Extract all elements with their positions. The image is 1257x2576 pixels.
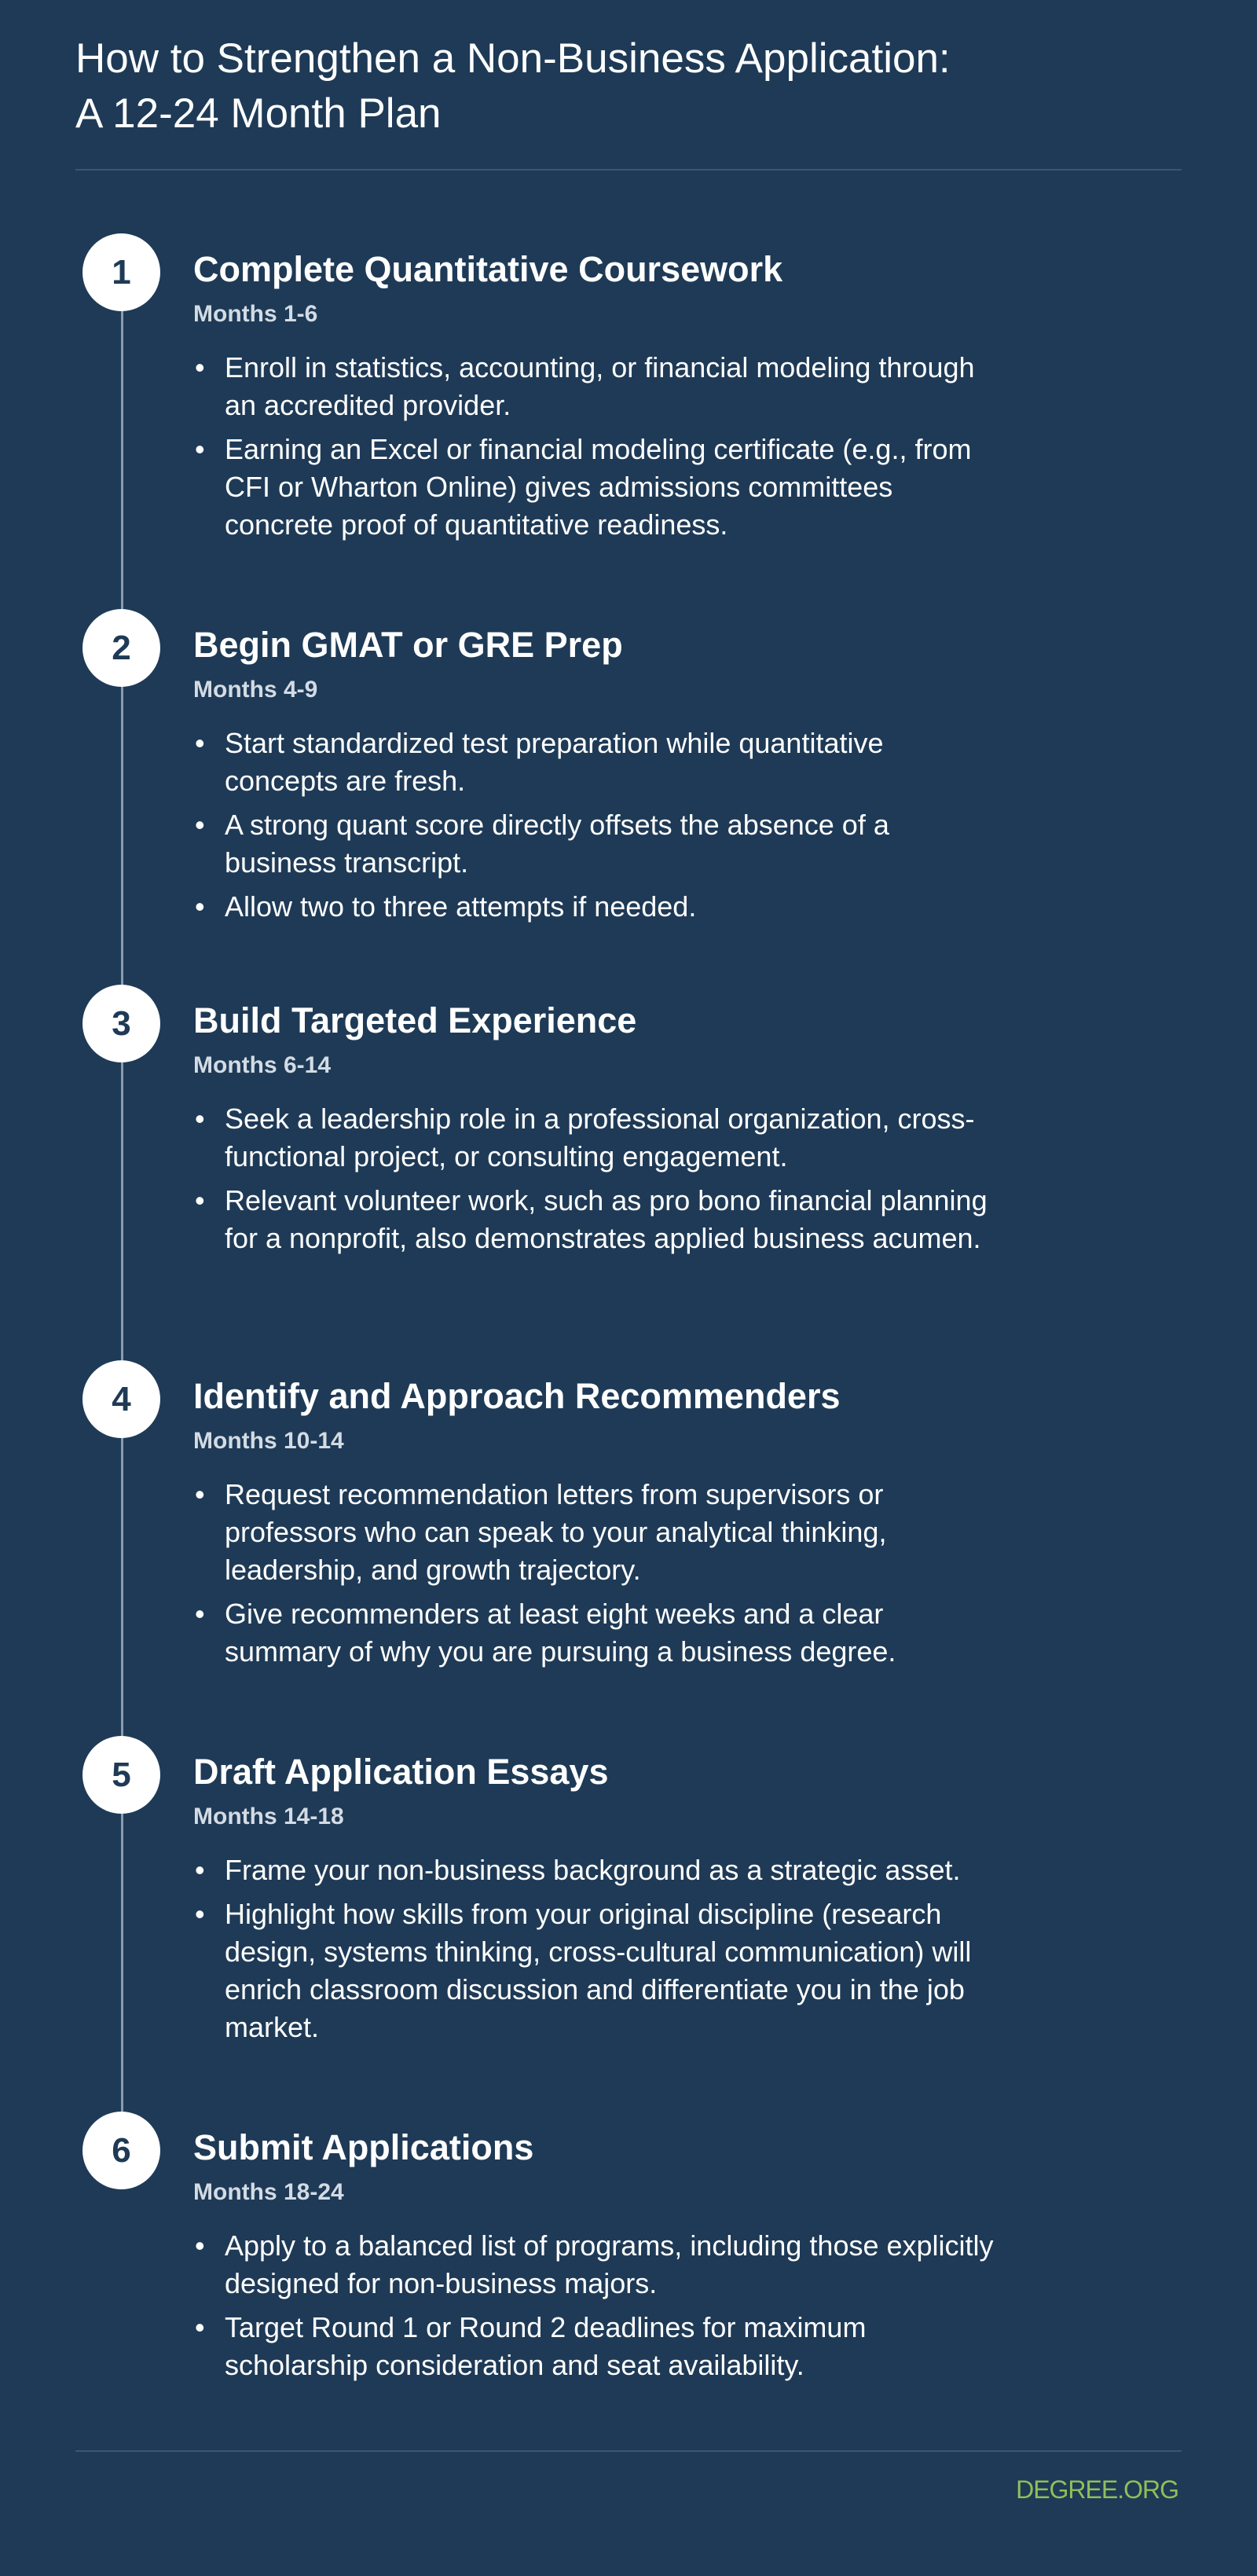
page-title	[75, 31, 1175, 141]
step-months: Months 18-24	[193, 2179, 344, 2205]
step-bullet: • A strong quant score directly offsets the absence of a business transcript.	[193, 806, 1002, 882]
step-title: Build Targeted Experience	[193, 1000, 637, 1040]
step-bullet-list	[193, 725, 1002, 932]
step-bullet-list	[193, 1100, 1002, 1264]
step-bullet: • Give recommenders at least eight weeks and a clear summary of why you are pursuing a business degree.	[193, 1595, 1002, 1671]
step-number-badge: 5	[82, 1736, 160, 1814]
step-bullet-list	[193, 349, 1002, 550]
step-bullet-list	[193, 1851, 1002, 2053]
bottom-divider	[75, 2450, 1182, 2452]
step-bullet: • Apply to a balanced list of programs, including those explicitly designed for non-business majors.	[193, 2227, 1002, 2303]
step-months: Months 4-9	[193, 677, 318, 703]
step-number-badge: 2	[82, 609, 160, 687]
step-title: Draft Application Essays	[193, 1752, 609, 1792]
step-number-badge: 4	[82, 1360, 160, 1438]
step-bullet: • Relevant volunteer work, such as pro bono financial planning for a nonprofit, also demonstrates applied business acumen.	[193, 1182, 1002, 1257]
step-number-badge: 6	[82, 2112, 160, 2189]
page-title-line-1: How to Strengthen a Non-Business Application:	[75, 35, 951, 82]
step-months: Months 1-6	[193, 301, 318, 327]
top-divider	[75, 169, 1182, 171]
step-bullet: • Earning an Excel or financial modeling certificate (e.g., from CFI or Wharton Online) gives admissions committees concrete proof of quantitative readiness.	[193, 431, 1002, 544]
step-bullet-list	[193, 1476, 1002, 1677]
step-bullet: • Target Round 1 or Round 2 deadlines for maximum scholarship consideration and seat availability.	[193, 2309, 1002, 2384]
step-bullet: • Allow two to three attempts if needed.	[193, 888, 1002, 926]
step-months: Months 6-14	[193, 1052, 332, 1078]
step-number-badge: 1	[82, 233, 160, 311]
step-bullet: • Seek a leadership role in a professional organization, cross-functional project, or consulting engagement.	[193, 1100, 1002, 1176]
step-title: Complete Quantitative Coursework	[193, 249, 783, 289]
step-bullet: • Highlight how skills from your original discipline (research design, systems thinking, cross-cultural communication) will enrich classroom discussion and differentiate you in the job market.	[193, 1895, 1002, 2046]
step-title: Submit Applications	[193, 2127, 534, 2167]
step-title: Identify and Approach Recommenders	[193, 1376, 841, 1416]
step-bullet-list	[193, 2227, 1002, 2391]
step-months: Months 14-18	[193, 1804, 344, 1829]
step-bullet: • Enroll in statistics, accounting, or financial modeling through an accredited provider.	[193, 349, 1002, 424]
page-title-line-2: A 12-24 Month Plan	[75, 90, 442, 137]
step-number-badge: 3	[82, 985, 160, 1062]
brand-logo: DEGREE.ORG	[1016, 2475, 1178, 2504]
step-bullet: • Start standardized test preparation while quantitative concepts are fresh.	[193, 725, 1002, 800]
step-bullet: • Frame your non-business background as a strategic asset.	[193, 1851, 1002, 1889]
step-bullet: • Request recommendation letters from supervisors or professors who can speak to your analytical thinking, leadership, and growth trajectory.	[193, 1476, 1002, 1589]
step-title: Begin GMAT or GRE Prep	[193, 625, 623, 665]
step-months: Months 10-14	[193, 1428, 344, 1454]
timeline-connector	[121, 271, 123, 2149]
